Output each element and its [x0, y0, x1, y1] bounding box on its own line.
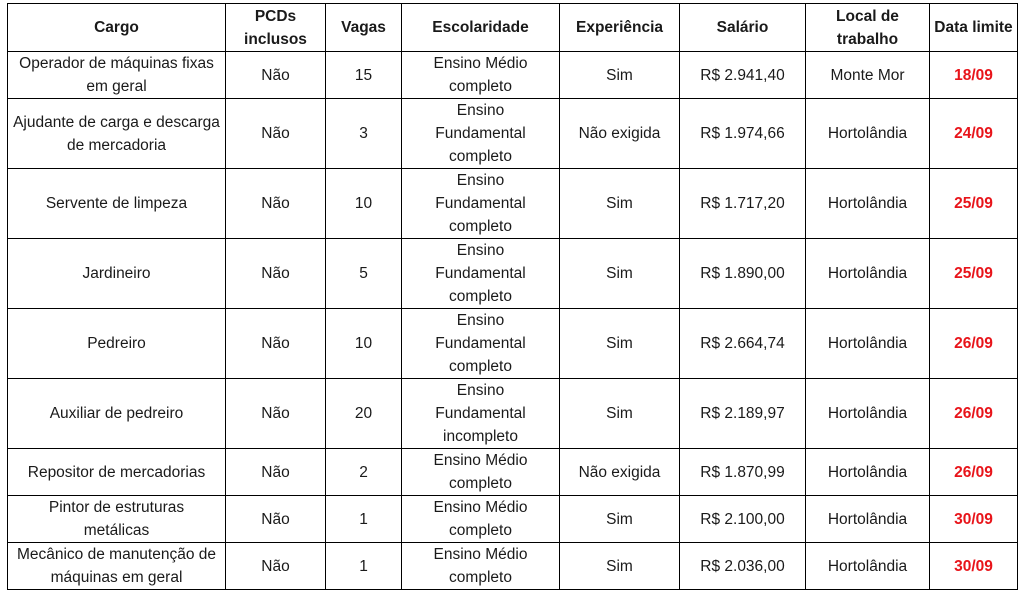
cell-cargo: Repositor de mercadorias — [8, 449, 226, 496]
table-row — [8, 169, 1018, 239]
cell-data-limite: 25/09 — [930, 169, 1018, 239]
cell-experiencia: Sim — [560, 379, 680, 449]
job-openings-table — [7, 3, 1018, 590]
cell-data-limite: 26/09 — [930, 309, 1018, 379]
table-row — [8, 99, 1018, 169]
cell-data-limite: 24/09 — [930, 99, 1018, 169]
cell-pcds: Não — [226, 169, 326, 239]
cell-cargo: Operador de máquinas fixas em geral — [8, 52, 226, 99]
cell-data-limite: 30/09 — [930, 496, 1018, 543]
cell-vagas: 2 — [326, 449, 402, 496]
table-row — [8, 543, 1018, 590]
cell-pcds: Não — [226, 309, 326, 379]
cell-escolaridade: Ensino Fundamental incompleto — [402, 379, 560, 449]
cell-salario: R$ 2.036,00 — [680, 543, 806, 590]
cell-vagas: 3 — [326, 99, 402, 169]
cell-experiencia: Sim — [560, 543, 680, 590]
header-escolaridade: Escolaridade — [402, 4, 560, 52]
cell-salario: R$ 2.189,97 — [680, 379, 806, 449]
cell-local: Hortolândia — [806, 309, 930, 379]
cell-escolaridade: Ensino Médio completo — [402, 52, 560, 99]
cell-salario: R$ 2.100,00 — [680, 496, 806, 543]
cell-vagas: 1 — [326, 496, 402, 543]
cell-cargo: Mecânico de manutenção de máquinas em geral — [8, 543, 226, 590]
cell-experiencia: Sim — [560, 169, 680, 239]
cell-escolaridade: Ensino Fundamental completo — [402, 239, 560, 309]
cell-salario: R$ 2.941,40 — [680, 52, 806, 99]
cell-cargo: Pedreiro — [8, 309, 226, 379]
header-vagas: Vagas — [326, 4, 402, 52]
cell-local: Hortolândia — [806, 239, 930, 309]
header-pcds: PCDs inclusos — [226, 4, 326, 52]
cell-experiencia: Sim — [560, 239, 680, 309]
cell-pcds: Não — [226, 543, 326, 590]
cell-escolaridade: Ensino Fundamental completo — [402, 309, 560, 379]
cell-escolaridade: Ensino Médio completo — [402, 543, 560, 590]
header-experiencia: Experiência — [560, 4, 680, 52]
cell-data-limite: 18/09 — [930, 52, 1018, 99]
cell-salario: R$ 2.664,74 — [680, 309, 806, 379]
table-row — [8, 449, 1018, 496]
cell-data-limite: 30/09 — [930, 543, 1018, 590]
cell-pcds: Não — [226, 239, 326, 309]
table-row — [8, 309, 1018, 379]
cell-pcds: Não — [226, 496, 326, 543]
cell-cargo: Pintor de estruturas metálicas — [8, 496, 226, 543]
cell-pcds: Não — [226, 449, 326, 496]
header-cargo: Cargo — [8, 4, 226, 52]
cell-vagas: 5 — [326, 239, 402, 309]
cell-local: Hortolândia — [806, 543, 930, 590]
cell-vagas: 10 — [326, 169, 402, 239]
cell-local: Hortolândia — [806, 169, 930, 239]
table-row — [8, 52, 1018, 99]
cell-cargo: Jardineiro — [8, 239, 226, 309]
cell-escolaridade: Ensino Fundamental completo — [402, 99, 560, 169]
cell-cargo: Servente de limpeza — [8, 169, 226, 239]
header-row — [8, 4, 1018, 52]
cell-local: Hortolândia — [806, 379, 930, 449]
header-local: Local de trabalho — [806, 4, 930, 52]
cell-data-limite: 26/09 — [930, 449, 1018, 496]
job-table-container — [7, 3, 1018, 590]
cell-local: Hortolândia — [806, 496, 930, 543]
table-row — [8, 379, 1018, 449]
cell-pcds: Não — [226, 99, 326, 169]
cell-local: Hortolândia — [806, 99, 930, 169]
cell-vagas: 1 — [326, 543, 402, 590]
table-row — [8, 496, 1018, 543]
cell-vagas: 20 — [326, 379, 402, 449]
cell-cargo: Ajudante de carga e descarga de mercadoria — [8, 99, 226, 169]
cell-experiencia: Não exigida — [560, 99, 680, 169]
header-salario: Salário — [680, 4, 806, 52]
cell-cargo: Auxiliar de pedreiro — [8, 379, 226, 449]
cell-escolaridade: Ensino Médio completo — [402, 496, 560, 543]
table-row — [8, 239, 1018, 309]
cell-escolaridade: Ensino Médio completo — [402, 449, 560, 496]
cell-salario: R$ 1.870,99 — [680, 449, 806, 496]
cell-salario: R$ 1.890,00 — [680, 239, 806, 309]
cell-experiencia: Sim — [560, 52, 680, 99]
cell-salario: R$ 1.974,66 — [680, 99, 806, 169]
cell-data-limite: 25/09 — [930, 239, 1018, 309]
cell-experiencia: Não exigida — [560, 449, 680, 496]
cell-pcds: Não — [226, 379, 326, 449]
cell-data-limite: 26/09 — [930, 379, 1018, 449]
cell-experiencia: Sim — [560, 309, 680, 379]
cell-vagas: 15 — [326, 52, 402, 99]
cell-experiencia: Sim — [560, 496, 680, 543]
cell-salario: R$ 1.717,20 — [680, 169, 806, 239]
cell-local: Monte Mor — [806, 52, 930, 99]
header-data: Data limite — [930, 4, 1018, 52]
cell-pcds: Não — [226, 52, 326, 99]
cell-local: Hortolândia — [806, 449, 930, 496]
cell-vagas: 10 — [326, 309, 402, 379]
cell-escolaridade: Ensino Fundamental completo — [402, 169, 560, 239]
